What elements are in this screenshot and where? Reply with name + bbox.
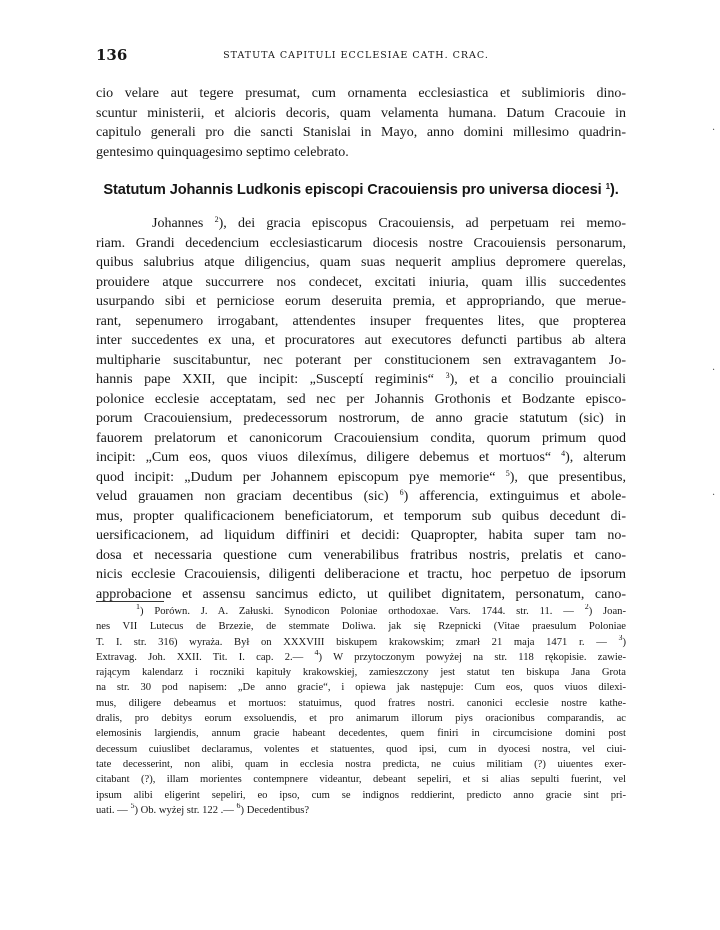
footnote-line: Extravag. Joh. XXII. Tit. I. cap. 2.— $^4$) W przytoczonym powyżej na str. 118 rękopisie. zawie- (96, 649, 626, 663)
footnote-line: ipsum alibi eligerint sepeliri, eo ipso, cum se indignos reddierint, predicto anno gracie sint pri- (96, 789, 626, 801)
footnotes (96, 604, 626, 818)
running-title: STATUTA CAPITULI ECCLESIAE CATH. CRAC. (223, 50, 489, 61)
footnote-line: decessum cuiuslibet declaramus, volentes et statuentes, quod ipsi, cum in dyocesi nostra, vel ciui- (96, 743, 626, 755)
text-line: inter succedentes ex una, et procuratores aut executores defuncti partibus ab altera (96, 333, 626, 348)
text-line: prouidere atque succurrere nos condecet, excitati iniuria, quam illis succedentes (96, 274, 626, 290)
section-heading (96, 182, 626, 198)
statute-paragraph (96, 214, 626, 604)
text-line: porum Cracouiensium, predecessorum nostrorum, de anno gracie statutum (sic) in (96, 411, 626, 426)
margin-mark: · (712, 125, 716, 136)
text-line: gentesimo quinquagesimo septimo celebrato. (96, 144, 349, 160)
text-line: hannis pape XXII, que incipit: „Susceptí regiminis“ $^3$), et a concilio prouinciali (96, 371, 626, 387)
text-line: mus, propter qualificacionem beneficiatorum, et temporum sub quibus decedunt di- (96, 508, 626, 524)
text-line: dosa et necessaria questione cum venerabilibus fratribus nostris, prelatis et cano- (96, 547, 626, 563)
footnote-ref: 1 (605, 182, 610, 191)
page-number: 136 (96, 46, 128, 64)
text-line: riam. Grandi decedencium ecclesiasticarum diocesis nostre Cracouiensis personarum, (96, 235, 626, 251)
text-line: rant, sepenumero irrogabant, attendentes insuper frequentes lites, que propterea (96, 313, 626, 329)
footnote-line: na str. 30 pod napisem: „De anno gracie“, i opiewa jak następuje: Cum eos, quos viuos dilexi- (96, 682, 626, 694)
footnote-ref: 3 (445, 371, 450, 380)
text-line: quod incipit: „Dudum per Johannem episcopum pye memorie“ $^5$), que presentibus, (96, 468, 626, 485)
footnote-ref: 4 (561, 449, 566, 458)
text-line: uersificacionem, ad liquidum diffiniri et decidi: Quapropter, habita super tam no- (96, 528, 626, 543)
footnote-ref: 5 (505, 468, 510, 478)
footnote-line: tate decesserint, non alibi, quam in ecclesia nostra predicta, ne cuius militiam (?) uiuentes exer- (96, 758, 626, 770)
footnote-ref: 6 (399, 488, 404, 497)
heading-end: ). (609, 182, 619, 198)
text-line: polonice ecclesie acceptatam, sed nec per Johannis Grothonis et Bodzante episco- (96, 391, 626, 407)
text-line: fauorem prelatorum et canonicorum Cracouiensium condita, quorum primum quod (96, 430, 626, 446)
footnote-line: $^1$) Porówn. J. A. Załuski. Synodicon Poloniae orthodoxae. Vars. 1744. str. 11. — $^2$) Joan- (136, 604, 626, 617)
text-line: capitulo generali pro die sancti Stanislai in Mayo, anno domini millesimo quadrin- (96, 125, 626, 140)
footnote-line: uati. — $^5$) Ob. wyżej str. 122 .— $^6$) Decedentibus? (96, 802, 310, 816)
footnote-line: elemosinis largiendis, annum gracie habeant decedentes, quem finiri in circumcisione domini post (96, 728, 626, 740)
footnote-ref: 2 (214, 215, 219, 224)
text-line: incipit: „Cum eos, quos viuos dilexímus, diligere debemus et mortuos“ $^4$), alterum (96, 449, 626, 465)
text-line: cio velare aut tegere presumat, cum ornamenta ecclesiastica et sublimioris dino- (96, 86, 626, 101)
text-line: quibus salubrius atque diligencius, quam suas nequerit amplius depromere querelas, (96, 255, 626, 270)
intro-paragraph (96, 84, 626, 162)
footnote-line: dralis, pro debitys eorum exsoluendis, et pro animarum illorum piys oracionibus comparandis, ac (96, 713, 626, 725)
footnote-line: T. I. str. 316) wyraża. Był on XXXVIII biskupem krakowskim; zmarł 21 maja 1471 r. — $^3$) (96, 634, 626, 648)
text-line: multipharie suscitabuntur, nec poterant per constitucionem sen extravagantem Jo- (96, 352, 626, 368)
footnote-divider (96, 601, 164, 602)
text-line: velud grauamen non graciam decentibus (sic) $^6$) afferencia, extinguimus et abole- (96, 488, 626, 504)
text-line: scuntur ministerii, et alcioris decoris, quam velamenta humana. Datum Cracouie in (96, 105, 626, 121)
text-line: usurpando sibi et perniciose eorum deseruita premia, et appropriando, que merue- (96, 294, 626, 309)
footnote-line: citabant (?), illam morientes contempnere videantur, debeant sepeliri, et si alias sepulti fuerint, vel (96, 774, 626, 786)
footnote-line: mus, diligere debeamus et mortuos: statuimus, quod fratres nostri. canonici ecclesie nostre kathe- (96, 697, 626, 709)
heading-text: Statutum Johannis Ludkonis episcopi Cracouiensis pro universa diocesi (103, 182, 602, 198)
text-line: approbacione et assensu sancimus edicto, ut quilibet dignitatem, personatum, cano- (96, 586, 626, 602)
margin-mark: · (712, 365, 716, 376)
footnote-line: nes VII Lutecus de Brzezie, de stemmate Doliwa. jak się Rzepnicki (Vitae praesulum Poloniae (96, 621, 626, 633)
margin-mark: · (712, 490, 716, 501)
text-line: nicis ecclesie Cracouiensis, diligenti deliberacione et tractu, hoc perpetuo de ipsorum (96, 567, 626, 582)
text-line: Johannes $^2$), dei gracia episcopus Cracouiensis, ad perpetuam rei memo- (152, 215, 626, 231)
page-header (96, 46, 616, 68)
footnote-line: rającym kalendarz i roczniki kapituły krakowskiej, zamieszczony jest statut ten biskupa Jana Grota (96, 667, 626, 679)
